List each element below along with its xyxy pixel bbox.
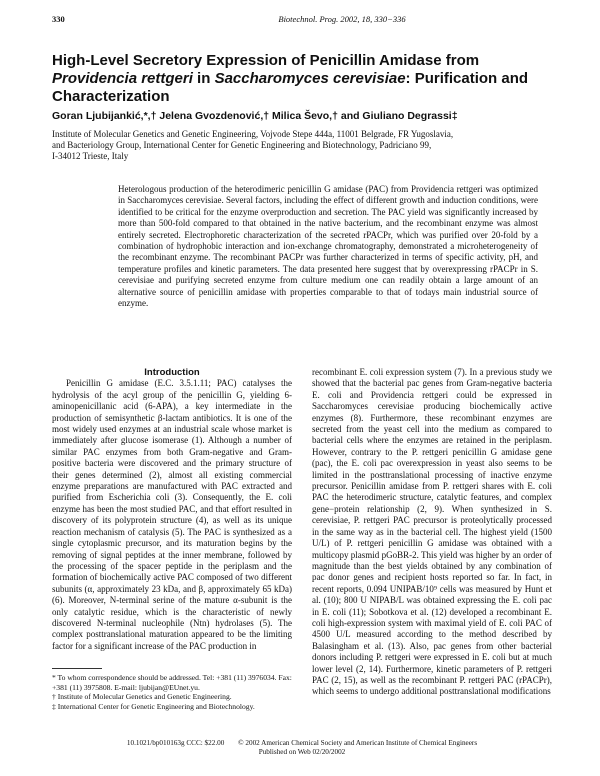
article-title: High-Level Secretory Expression of Penicillin Amidase from Providencia rettgeri in Saccharomyces cerevisiae: Purification and Characterization bbox=[52, 52, 529, 105]
section-heading-introduction: Introduction bbox=[144, 367, 200, 378]
affiliation-line: Institute of Molecular Genetics and Genetic Engineering, Vojvode Stepe 444a, 11001 Belgrade, FR Yugoslavia, bbox=[52, 129, 454, 139]
footnote-affiliation-1: † Institute of Molecular Genetics and Genetic Engineering. bbox=[52, 692, 232, 702]
affiliation-line: and Bacteriology Group, International Center for Genetic Engineering and Biotechnology, Padriciano 99, bbox=[52, 140, 432, 150]
affiliation-line: I-34012 Trieste, Italy bbox=[52, 151, 129, 161]
copyright: © 2002 American Chemical Society and American Institute of Chemical Engineers bbox=[238, 739, 478, 747]
affiliations bbox=[52, 129, 552, 162]
abstract: Heterologous production of the heterodimeric penicillin G amidase (PAC) from Providencia rettgeri was optimized in Saccharomyces cerevisiae. Several factors, including the effect of different growth and induction conditions, were identified to be critical for the enzyme overproduction and secretion. The PAC yield was significantly increased by more than 500-fold compared to that obtained in the native bacterium, and the recombinant enzyme was almost entirely secreted. Electrophoretic characterization of the secreted rPACPr, which was purified over 20-fold by a combination of hydrophobic interaction and ion-exchange chromatography, demonstrated a microheterogeneity of the recombinant enzyme. The recombinant PACPr was further characterized in terms of specific activity, pH, and temperature profiles and kinetic parameters. The data presented here suggest that by overexpressing rPACPr in S. cerevisiae and purifying secreted enzyme from culture medium one can readily obtain a large amount of an alternative source of penicillin amidase with properties comparable to that of todays main industrial source of enzyme. bbox=[118, 184, 538, 309]
author-list: Goran Ljubijankić,*,† Jelena Gvozdenović,† Milica Ševo,† and Giuliano Degrassi‡ bbox=[52, 110, 458, 122]
doi: 10.1021/bp010163g CCC: $22.00 bbox=[126, 739, 225, 747]
intro-paragraph-continued: recombinant E. coli expression system (7). In a previous study we showed that the bacterial pac genes from Gram-negative bacteria E. coli and Providencia rettgeri could be expressed in Saccharomyces cerevisiae producing biochemically active enzymes (8). Furthermore, these recombinant enzymes are secreted from the yeast cell into the medium as compared to bacterial cells where the enzymes are retained in the periplasm. However, contrary to the P. rettgeri penicillin G amidase gene (pac), the E. coli pac overexpression in yeast also seems to be limited in the posttranslational processing of inactive enzyme precursor. Penicillin amidase from P. rettgeri shares with E. coli PAC the heterodimeric structure, catalytic features, and complex gene−protein relationship (2, 9). When synthesized in S. cerevisiae, P. rettgeri PAC precursor is proteolytically processed in the same way as in the bacterial cell. The highest yield (1500 U/L) of P. rettgeri penicillin G amidase was obtained with a multicopy plasmid pGoBR-2. This yield was higher by an order of magnitude than the best yields obtained by any combination of pac donor genes and recipient hosts reported so far. In fact, in recent reports, 0.094 UNIPAB/10⁹ cells was measured by Hunt et al. (10); 800 U NIPAB/L was obtained expressing the E. coli pac in E. coli (11); Sobotkova et al. (12) developed a recombinant E. coli high-expression system with maximal yield of E. coli PAC of 4500 U/L measured according to the method described by Balasingham et al. (13). Also, pac genes from other bacterial donors including P. rettgeri were expressed in E. coli but at much lower level (2, 14). Furthermore, kinetic parameters of P. rettgeri PAC (2, 15), as well as the recombinant P. rettgeri PAC (rPACPr), which seems to undergo additional posttranslational modifications bbox=[312, 367, 552, 697]
publication-date: Published on Web 02/20/2002 bbox=[258, 748, 346, 756]
right-column bbox=[312, 367, 552, 698]
journal-reference: Biotechnol. Prog. 2002, 18, 330−336 bbox=[278, 14, 406, 24]
footnote-correspondence: * To whom correspondence should be addressed. Tel: +381 (11) 3976034. Fax: +381 (11) 3975808. E-mail: ljubijan@EUnet.yu. bbox=[52, 673, 292, 692]
footnote-affiliation-2: ‡ International Center for Genetic Engineering and Biotechnology. bbox=[52, 701, 255, 711]
intro-paragraph: Penicillin G amidase (E.C. 3.5.1.11; PAC) catalyses the hydrolysis of the acyl group of the penicillin G, yielding 6-aminopenicillanic acid (6-APA), a key intermediate in the production of semisynthetic β-lactam antibiotics. It is one of the most widely used enzymes at an industrial scale whose market is immediately after glucose isomerase (1). Although a number of similar PAC enzymes from both Gram-negative and Gram-positive bacteria were discovered and the primary structure of their genes determined (2), almost all existing commercial enzyme preparations are manufactured with PAC extracted and purified from Escherichia coli (3). Consequently, the E. coli enzyme has been the most studied PAC, and that effort resulted in discovery of its polyprotein structure (4), as well as its unique reaction mechanism of catalysis (5). The PAC is synthesized as a single cytoplasmic precursor, and its maturation begins by the removing of signal peptides at the inner membrane, followed by the processing of the spacer peptide in the periplasm and the formation of biochemically active PAC composed of two different subunits (α, approximately 23 kDa, and β, approximately 65 kDa) (6). Moreover, N-terminal serine of the mature α-subunit is the only catalytic residue, which is the characteristic of newly discovered N-terminal nucleophile (Ntn) hydrolases (5). The complex posttranslational maturation appeared to be the limiting factor for a significant increase of the PAC production in bbox=[52, 378, 292, 651]
footnotes bbox=[52, 673, 292, 711]
page-number: 330 bbox=[52, 14, 65, 24]
left-column bbox=[52, 367, 292, 652]
footnote-divider bbox=[52, 668, 102, 669]
page-footer bbox=[52, 739, 552, 757]
running-head bbox=[52, 14, 548, 26]
